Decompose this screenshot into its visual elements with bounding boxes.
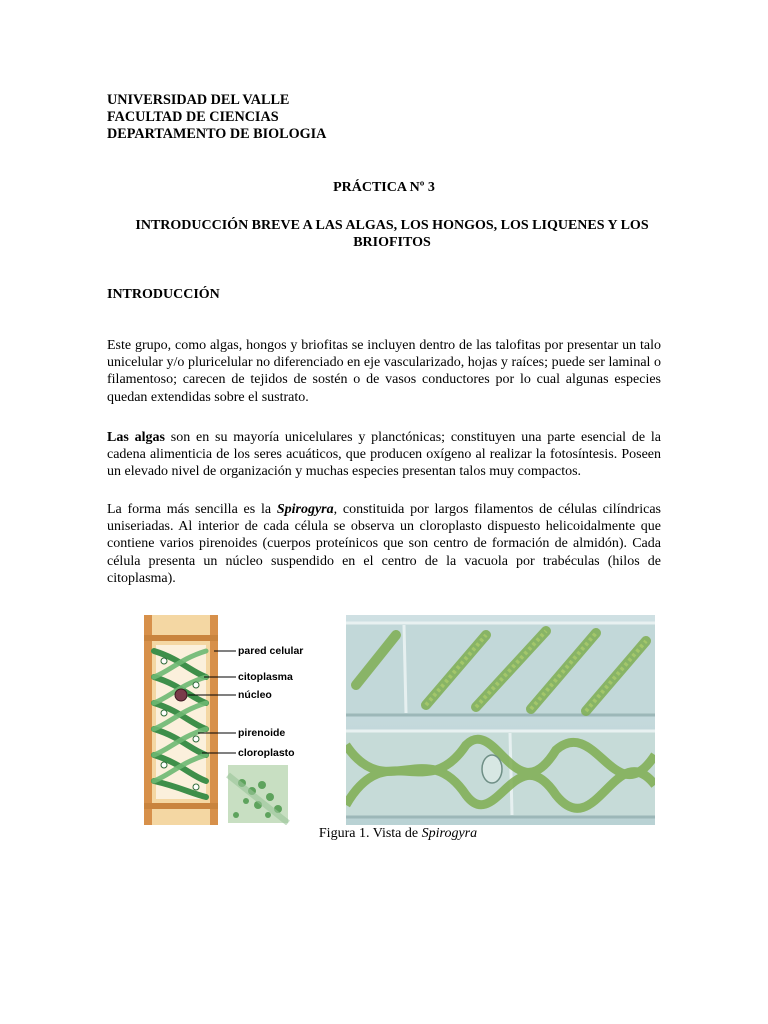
- label-pirenoide: pirenoide: [238, 727, 286, 739]
- spirogyra-micrograph: [346, 615, 655, 825]
- document-title: INTRODUCCIÓN BREVE A LAS ALGAS, LOS HONGOS, LOS LIQUENES Y LOS BRIOFITOS: [135, 218, 649, 250]
- label-pared-celular: pared celular: [238, 645, 304, 657]
- figure-1: [140, 615, 655, 825]
- label-citoplasma: citoplasma: [238, 671, 293, 683]
- institution-header: [107, 92, 326, 143]
- algas-text: son en su mayoría unicelulares y planctónicas; constituyen una parte esencial de la cadena alimenticia de los seres acuáticos, que producen oxígeno al realizar la fotosíntesis. Poseen un elevado nivel de organización y muchas especies presentan talos muy compactos.: [107, 430, 661, 480]
- spirogyra-diagram: [140, 615, 340, 825]
- paragraph-spirogyra: [107, 501, 661, 587]
- faculty-name: FACULTAD DE CIENCIAS: [107, 109, 279, 125]
- university-name: UNIVERSIDAD DEL VALLE: [107, 92, 290, 108]
- label-nucleo: núcleo: [238, 689, 272, 701]
- paragraph-intro: Este grupo, como algas, hongos y briofitas se incluyen dentro de las talofitas por presentar un talo unicelular y/o pluricelular no diferenciado en eje vascularizado, hojas y raíces; puede ser laminal o filamentoso; carecen de tejidos de sostén o de vasos conductores por lo cual algunas especies quedan extendidas sobre el sustrato.: [107, 338, 661, 405]
- section-heading: INTRODUCCIÓN: [107, 287, 220, 302]
- spirogyra-text-rest: , constituida por largos filamentos de células cilíndricas uniseriadas. Al interior de cada célula se observa un cloroplasto dispuesto helicoidalmente que contiene varios pirenoides (cuerpos proteínicos que son centro de formación de almidón). Cada célula presenta un núcleo suspendido en el centro de la vacuola por trabéculas (hilos de citoplasma).: [107, 502, 661, 586]
- algas-bold: Las algas: [107, 430, 165, 445]
- department-name: DEPARTAMENTO DE BIOLOGIA: [107, 126, 327, 142]
- label-cloroplasto: cloroplasto: [238, 747, 295, 759]
- spirogyra-text-start: La forma más sencilla es la: [107, 502, 277, 517]
- paragraph-algas: [107, 429, 661, 481]
- practice-number: PRÁCTICA Nº 3: [333, 180, 435, 195]
- spirogyra-term: Spirogyra: [276, 502, 334, 517]
- caption-italic: Spirogyra: [421, 826, 478, 841]
- caption-text: Figura 1. Vista de: [318, 826, 422, 841]
- figure-caption: [0, 826, 768, 842]
